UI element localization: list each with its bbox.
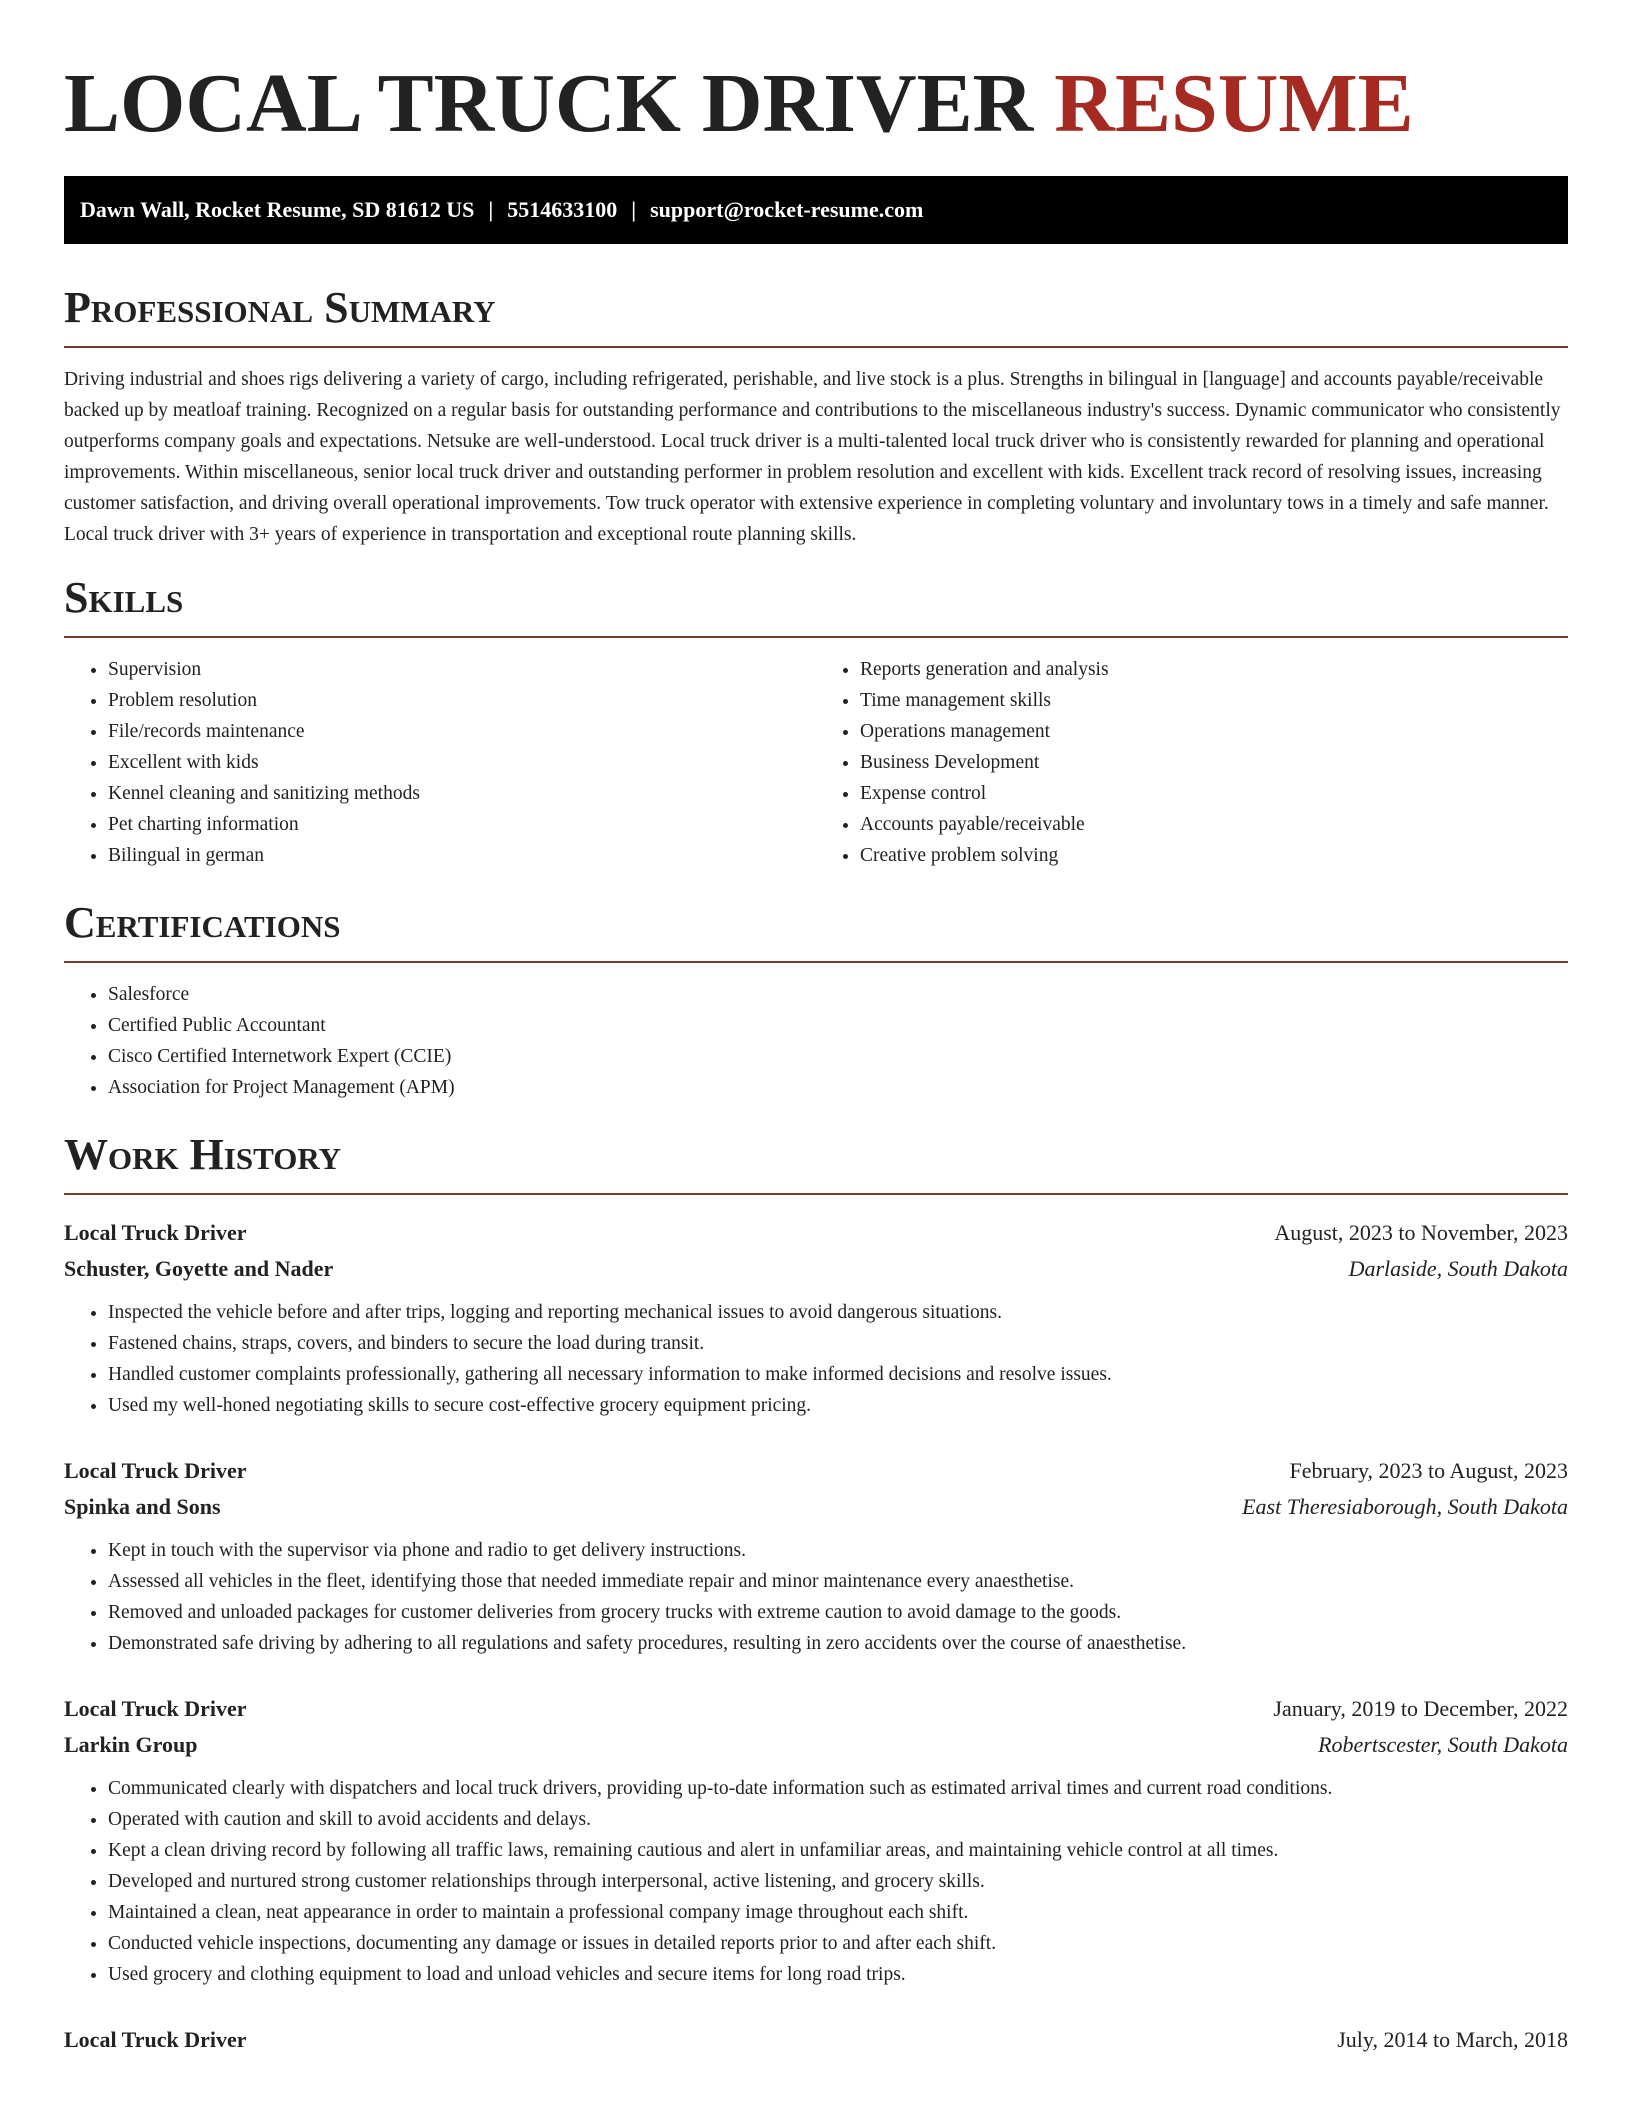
skill-item: • Bilingual in german xyxy=(108,840,816,871)
job-duty-item: • Communicated clearly with dispatchers and local truck drivers, providing up-to-date information such as estimated arrival times and current road conditions. xyxy=(108,1773,1568,1804)
job-duty-item: • Fastened chains, straps, covers, and binders to secure the load during transit. xyxy=(108,1328,1568,1359)
job-company-row xyxy=(64,1727,1568,1763)
job-location: East Theresiaborough, South Dakota xyxy=(1242,1494,1568,1519)
skill-item: • Excellent with kids xyxy=(108,747,816,778)
job-company: Schuster, Goyette and Nader xyxy=(64,1256,334,1281)
contact-phone: 5514633100 xyxy=(507,197,618,222)
certifications-section xyxy=(64,899,1568,1103)
job-entry xyxy=(64,1453,1568,1659)
job-role: Local Truck Driver xyxy=(64,2027,247,2052)
skill-item: • Problem resolution xyxy=(108,685,816,716)
job-header-row xyxy=(64,2022,1568,2058)
certification-item: • Association for Project Management (APM) xyxy=(108,1072,1568,1103)
job-duty-item: • Used my well-honed negotiating skills to secure cost-effective grocery equipment pricing. xyxy=(108,1390,1568,1421)
job-duty-item: • Kept a clean driving record by following all traffic laws, remaining cautious and alert in unfamiliar areas, and maintaining vehicle control at all times. xyxy=(108,1835,1568,1866)
job-company: Larkin Group xyxy=(64,1732,198,1757)
title-main: LOCAL TRUCK DRIVER xyxy=(64,57,1034,150)
job-duty-item: • Used grocery and clothing equipment to load and unload vehicles and secure items for long road trips. xyxy=(108,1959,1568,1990)
skills-section xyxy=(64,574,1568,871)
job-company: Spinka and Sons xyxy=(64,1494,221,1519)
job-duty-item: • Operated with caution and skill to avoid accidents and delays. xyxy=(108,1804,1568,1835)
job-location: Robertscester, South Dakota xyxy=(1318,1732,1568,1757)
contact-separator: | xyxy=(631,197,637,222)
skills-list-right xyxy=(816,654,1568,871)
job-role: Local Truck Driver xyxy=(64,1458,247,1483)
job-role: Local Truck Driver xyxy=(64,1696,247,1721)
certifications-list xyxy=(64,979,1568,1103)
resume-page xyxy=(64,0,1568,2058)
job-duty-item: • Handled customer complaints professionally, gathering all necessary information to make informed decisions and resolve issues. xyxy=(108,1359,1568,1390)
job-duty-item: • Demonstrated safe driving by adhering to all regulations and safety procedures, resulting in zero accidents over the course of anaesthetise. xyxy=(108,1628,1568,1659)
skill-item: • Kennel cleaning and sanitizing methods xyxy=(108,778,816,809)
skills-list-left xyxy=(64,654,816,871)
job-dates: February, 2023 to August, 2023 xyxy=(1289,1458,1568,1483)
job-duties-list xyxy=(64,1535,1568,1659)
job-duties-list xyxy=(64,1297,1568,1421)
skill-item: • Business Development xyxy=(860,747,1568,778)
job-location: Darlaside, South Dakota xyxy=(1348,1256,1568,1281)
job-header-row xyxy=(64,1691,1568,1727)
job-role: Local Truck Driver xyxy=(64,1220,247,1245)
resume-title xyxy=(64,56,1568,152)
job-duty-item: • Kept in touch with the supervisor via phone and radio to get delivery instructions. xyxy=(108,1535,1568,1566)
job-company-row xyxy=(64,1251,1568,1287)
section-heading-certifications: Certifications xyxy=(64,899,1568,963)
section-heading-summary: Professional Summary xyxy=(64,284,1568,348)
job-entry xyxy=(64,2022,1568,2058)
skill-item: • Time management skills xyxy=(860,685,1568,716)
professional-summary-section xyxy=(64,284,1568,550)
section-heading-work-history: Work History xyxy=(64,1131,1568,1195)
summary-text: Driving industrial and shoes rigs delivering a variety of cargo, including refrigerated, perishable, and live stock is a plus. Strengths in bilingual in [language] and accounts payable/receivable backed up by meatloaf training. Recognized on a regular basis for outstanding performance and contributions to the miscellaneous industry's success. Dynamic communicator who consistently outperforms company goals and expectations. Netsuke are well-understood. Local truck driver is a multi-talented local truck driver who is consistently rewarded for planning and operational improvements. Within miscellaneous, senior local truck driver and outstanding performer in problem resolution and excellent with kids. Excellent track record of resolving issues, increasing customer satisfaction, and driving overall operational improvements. Tow truck operator with extensive experience in completing voluntary and involuntary tows in a timely and safe manner. Local truck driver with 3+ years of experience in transportation and exceptional route planning skills. xyxy=(64,369,1561,545)
job-duty-item: • Inspected the vehicle before and after trips, logging and reporting mechanical issues to avoid dangerous situations. xyxy=(108,1297,1568,1328)
job-dates: July, 2014 to March, 2018 xyxy=(1337,2027,1568,2052)
contact-bar xyxy=(64,176,1568,244)
job-duty-item: • Conducted vehicle inspections, documenting any damage or issues in detailed reports prior to and after each shift. xyxy=(108,1928,1568,1959)
skill-item: • Supervision xyxy=(108,654,816,685)
skill-item: • Expense control xyxy=(860,778,1568,809)
title-accent: RESUME xyxy=(1054,57,1414,150)
skill-item: • Creative problem solving xyxy=(860,840,1568,871)
contact-address: Dawn Wall, Rocket Resume, SD 81612 US xyxy=(80,197,475,222)
certification-item: • Salesforce xyxy=(108,979,1568,1010)
section-heading-skills: Skills xyxy=(64,574,1568,638)
skill-item: • Pet charting information xyxy=(108,809,816,840)
job-duty-item: • Removed and unloaded packages for customer deliveries from grocery trucks with extreme caution to avoid damage to the goods. xyxy=(108,1597,1568,1628)
job-header-row xyxy=(64,1215,1568,1251)
job-duty-item: • Developed and nurtured strong customer relationships through interpersonal, active listening, and grocery skills. xyxy=(108,1866,1568,1897)
skill-item: • Reports generation and analysis xyxy=(860,654,1568,685)
skill-item: • File/records maintenance xyxy=(108,716,816,747)
job-dates: January, 2019 to December, 2022 xyxy=(1273,1696,1568,1721)
certification-item: • Cisco Certified Internetwork Expert (CCIE) xyxy=(108,1041,1568,1072)
job-duty-item: • Assessed all vehicles in the fleet, identifying those that needed immediate repair and minor maintenance every anaesthetise. xyxy=(108,1566,1568,1597)
job-entry xyxy=(64,1215,1568,1421)
job-company-row xyxy=(64,1489,1568,1525)
certification-item: • Certified Public Accountant xyxy=(108,1010,1568,1041)
skills-grid xyxy=(64,654,1568,871)
job-entry xyxy=(64,1691,1568,1990)
job-duty-item: • Maintained a clean, neat appearance in order to maintain a professional company image throughout each shift. xyxy=(108,1897,1568,1928)
skill-item: • Accounts payable/receivable xyxy=(860,809,1568,840)
job-dates: August, 2023 to November, 2023 xyxy=(1274,1220,1568,1245)
contact-separator: | xyxy=(488,197,494,222)
contact-email: support@rocket-resume.com xyxy=(650,197,924,222)
job-duties-list xyxy=(64,1773,1568,1990)
work-history-section xyxy=(64,1131,1568,2058)
skill-item: • Operations management xyxy=(860,716,1568,747)
job-header-row xyxy=(64,1453,1568,1489)
